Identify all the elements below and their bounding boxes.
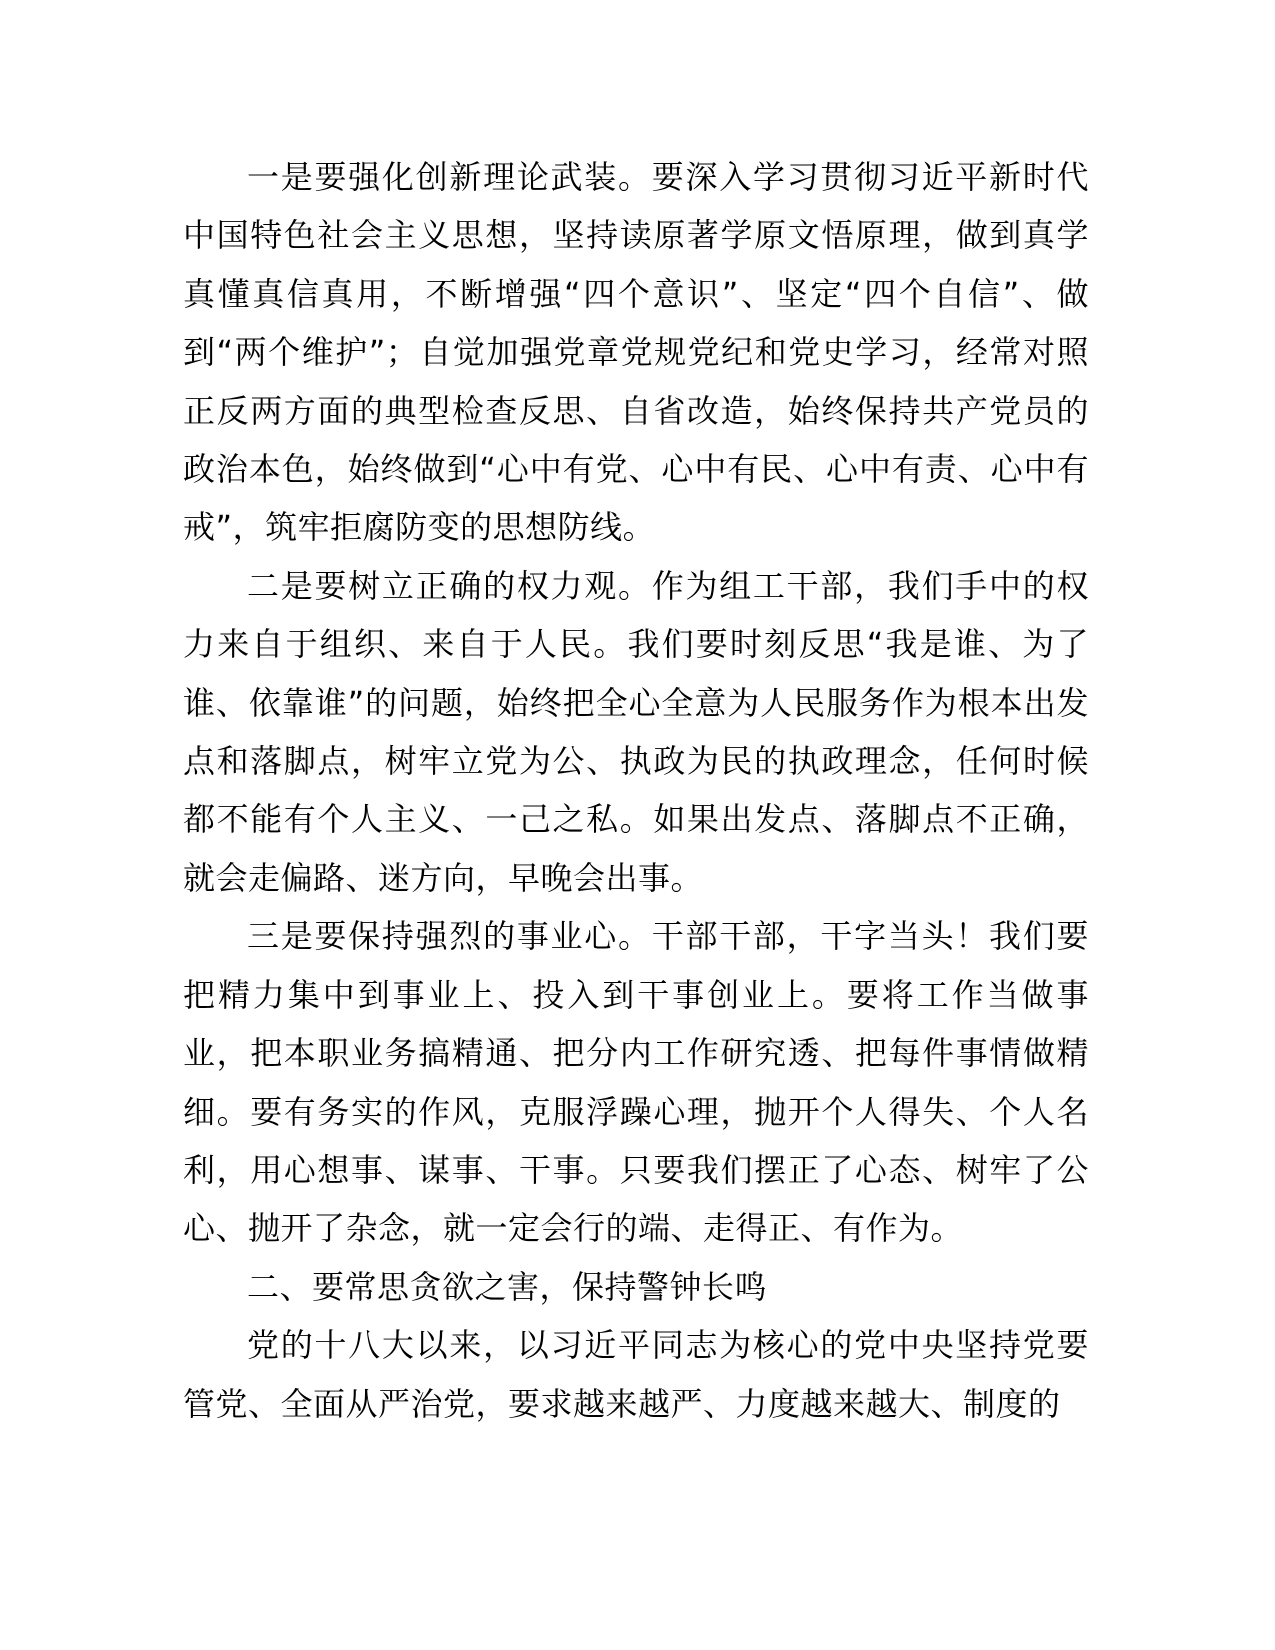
- section-heading: 二、要常思贪欲之害，保持警钟长鸣: [247, 1267, 768, 1306]
- paragraph-power-view: 二是要树立正确的权力观。作为组工干部，我们手中的权力来自于组织、来自于人民。我们要时刻反思“我是谁、为了谁、依靠谁”的问题，始终把全心全意为人民服务作为根本出发点和落脚点，树牢立党为公、执政为民的执政理念，任何时候都不能有个人主义、一己之私。如果出发点、落脚点不正确，就会走偏路、迷方向，早晚会出事。: [183, 566, 1089, 897]
- paragraph-career-dedication: 三是要保持强烈的事业心。干部干部，干字当头！我们要把精力集中到事业上、投入到干事创业上。要将工作当做事业，把本职业务搞精通、把分内工作研究透、把每件事情做精细。要有务实的作风，克服浮躁心理，抛开个人得失、个人名利，用心想事、谋事、干事。只要我们摆正了心态、树牢了公心、抛开了杂念，就一定会行的端、走得正、有作为。: [183, 917, 1089, 1248]
- document-body: [183, 148, 1089, 1433]
- paragraph-strict-governance: 党的十八大以来，以习近平同志为核心的党中央坚持党要管党、全面从严治党，要求越来越严、力度越来越大、制度的: [183, 1326, 1089, 1423]
- paragraph-innovation-theory: 一是要强化创新理论武装。要深入学习贯彻习近平新时代中国特色社会主义思想，坚持读原著学原文悟原理，做到真学真懂真信真用，不断增强“四个意识”、坚定“四个自信”、做到“两个维护”；自觉加强党章党规党纪和党史学习，经常对照正反两方面的典型检查反思、自省改造，始终保持共产党员的政治本色，始终做到“心中有党、心中有民、心中有责、心中有戒”，筑牢拒腐防变的思想防线。: [183, 158, 1089, 547]
